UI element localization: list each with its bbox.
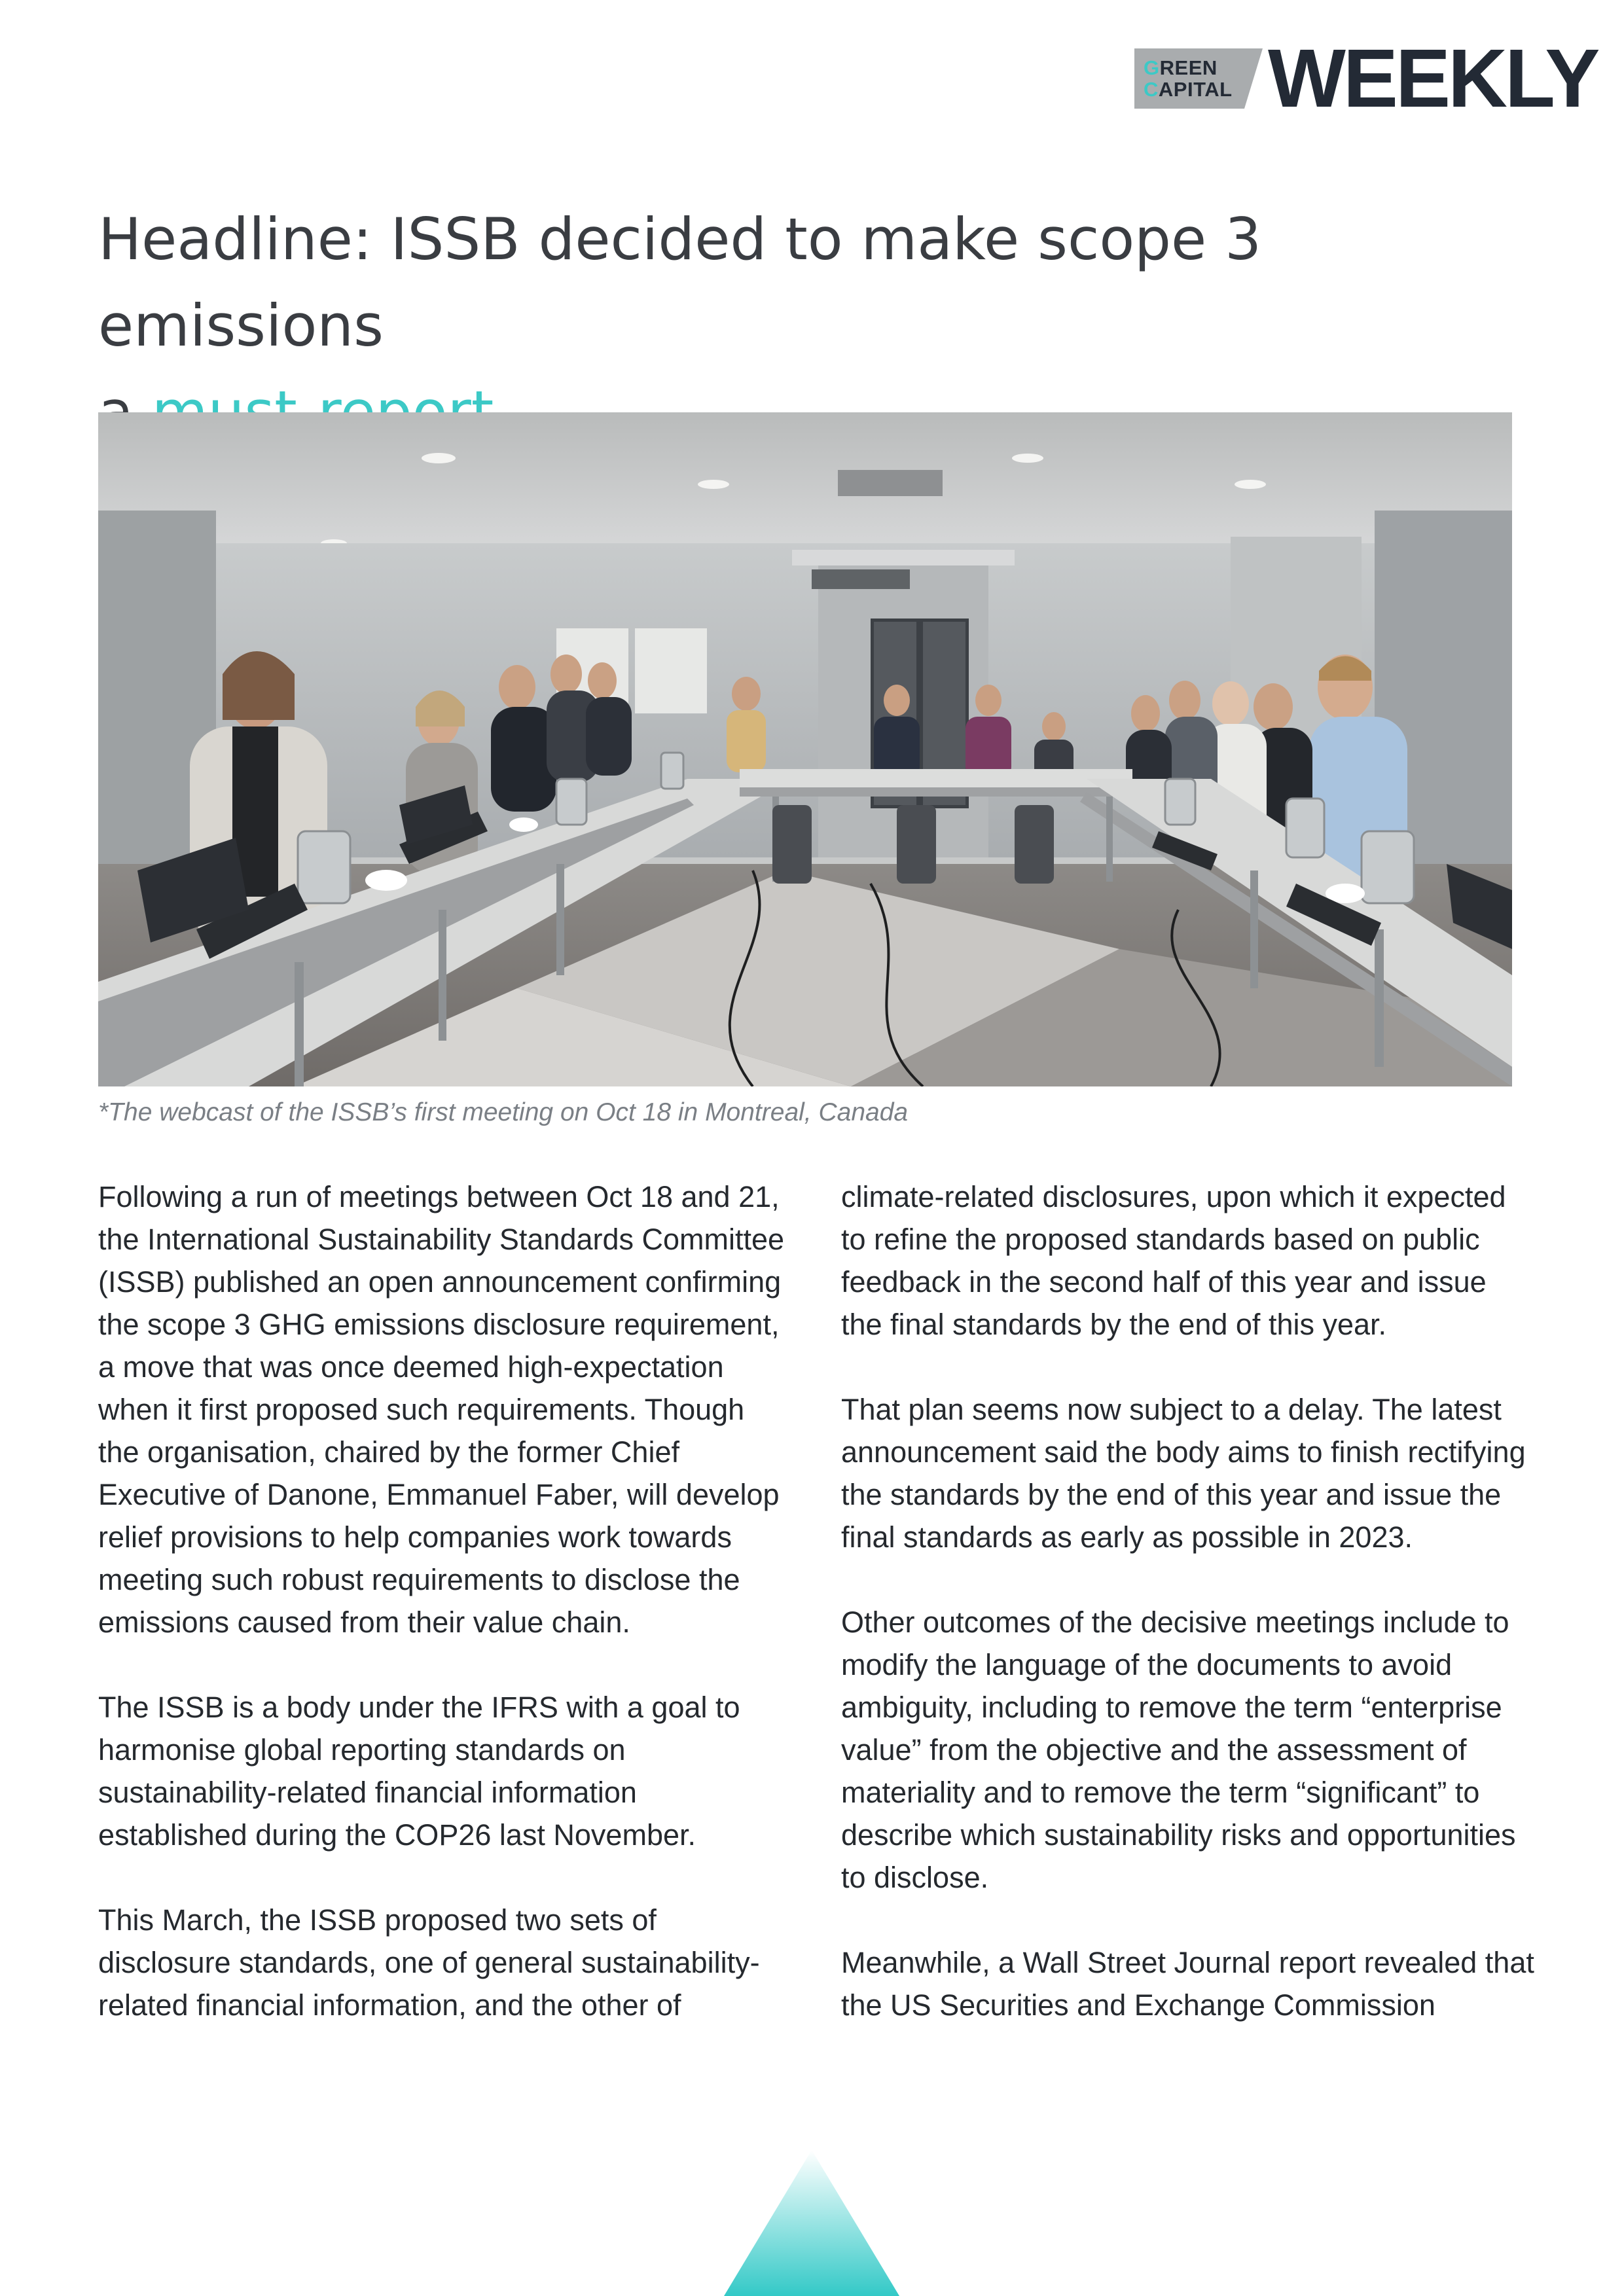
logo-weekly-wordmark: WEEKLY <box>1268 32 1598 124</box>
paragraph: Following a run of meetings between Oct 18 and 21, the International Sustainability Standards Committee (ISSB) published an open announcement confirming the scope 3 GHG emissions disclosure requirement, a move that was once deemed high-expectation when it first proposed such requirements. Though the organisation, chaired by the former Chief Executive of Danone, Emmanuel Faber, will develop relief provisions to help companies work towards meeting such robust requirements to disclose the emissions caused from their value chain. <box>98 1180 785 1639</box>
logo-line-capital: CAPITAL <box>1144 78 1233 101</box>
paragraph: climate-related disclosures, upon which it expected to refine the proposed standards based on public feedback in the second half of this year and issue the final standards by the end of this year. <box>841 1180 1506 1341</box>
article-column-left <box>98 1175 792 2069</box>
meeting-photo-illustration <box>98 412 1512 1086</box>
footer-triangle-icon <box>724 2150 899 2296</box>
logo-line-green: GREEN <box>1144 56 1218 79</box>
logo-box <box>1134 48 1244 109</box>
paragraph: This March, the ISSB proposed two sets of disclosure standards, one of general sustainability-related financial information, and the other of <box>98 1903 760 2022</box>
paragraph: The ISSB is a body under the IFRS with a goal to harmonise global reporting standards on sustainability-related financial information established during the COP26 last November. <box>98 1691 740 1852</box>
paragraph: Other outcomes of the decisive meetings include to modify the language of the documents to avoid ambiguity, including to remove the term “enterprise value” from the objective and the assessment of materiality and to remove the term “significant” to describe which sustainability risks and opportunities to disclose. <box>841 1605 1516 1894</box>
headline-main: Headline: ISSB decided to make scope 3 emissions <box>98 206 1262 359</box>
green-capital-weekly-logo <box>1134 32 1598 124</box>
meeting-photo <box>98 412 1512 1086</box>
paragraph: That plan seems now subject to a delay. The latest announcement said the body aims to finish rectifying the standards by the end of this year and issue the final standards as early as possible in 2023. <box>841 1393 1526 1554</box>
photo-caption: *The webcast of the ISSB’s first meeting on Oct 18 in Montreal, Canada <box>98 1098 909 1126</box>
article-column-right <box>841 1175 1535 2069</box>
paragraph: Meanwhile, a Wall Street Journal report revealed that the US Securities and Exchange Commission <box>841 1946 1534 2022</box>
